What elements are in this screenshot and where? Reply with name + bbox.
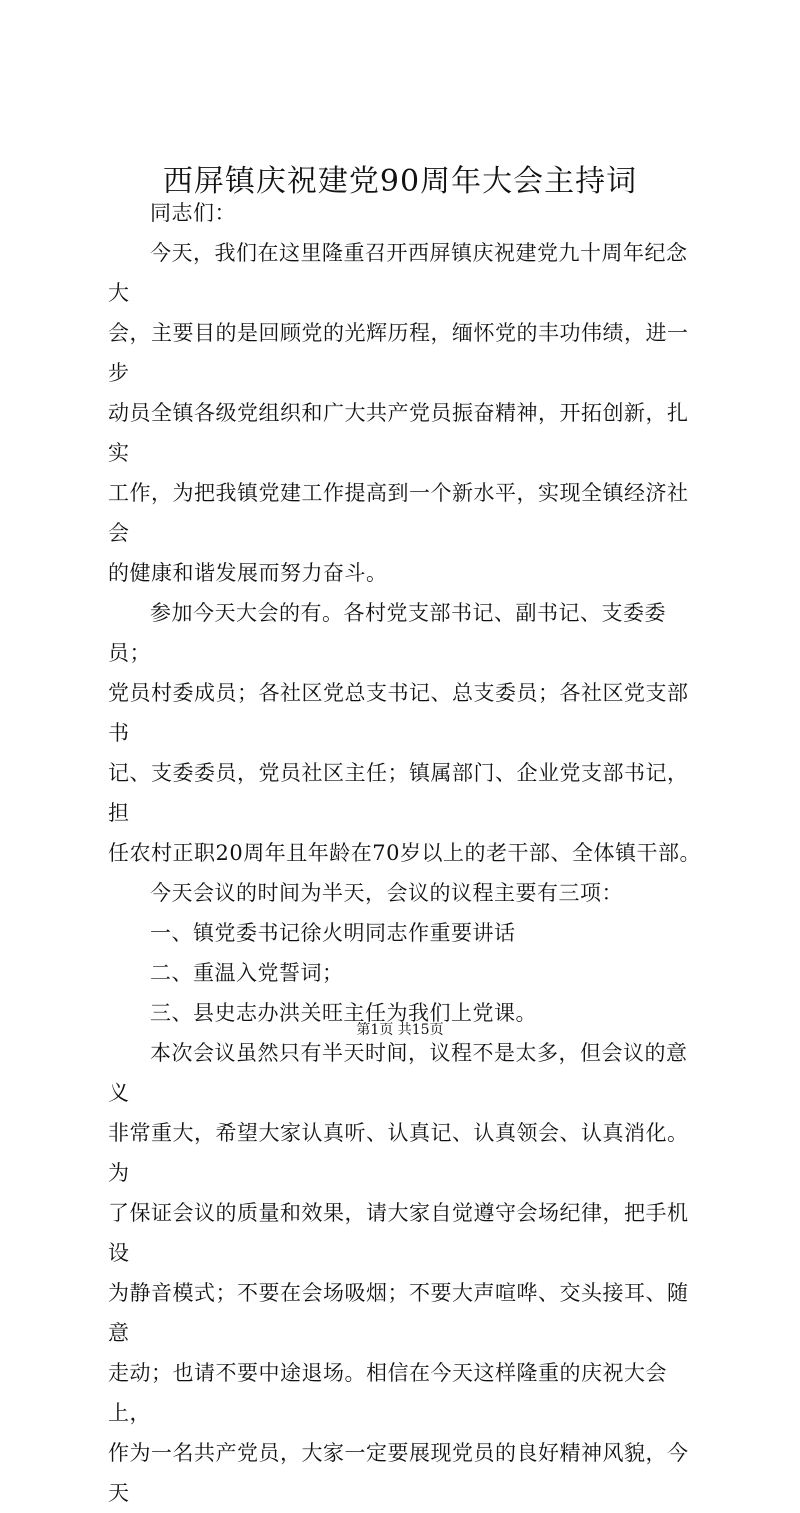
paragraph-discipline xyxy=(108,1033,704,1513)
text-line: 参加今天大会的有。各村党支部书记、副书记、支委委员； xyxy=(108,601,666,665)
text-line: 动员全镇各级党组织和广大共产党员振奋精神，开拓创新，扎实 xyxy=(108,401,689,465)
page-number: 第1页 共15页 xyxy=(356,1022,444,1038)
text-line: 任农村正职20周年且年龄在70岁以上的老干部、全体镇干部。 xyxy=(108,841,701,865)
text-line: 三、县史志办洪关旺主任为我们上党课。 xyxy=(150,1001,537,1025)
text-line: 党员村委成员；各社区党总支书记、总支委员；各社区党支部书 xyxy=(108,681,689,745)
text-line: 了保证会议的质量和效果，请大家自觉遵守会场纪律，把手机设 xyxy=(108,1201,689,1265)
text-line: 二、重温入党誓词； xyxy=(150,961,344,985)
text-line: 的健康和谐发展而努力奋斗。 xyxy=(108,561,388,585)
agenda-item-1 xyxy=(108,913,704,953)
document-title: 西屏镇庆祝建党90周年大会主持词 xyxy=(162,164,638,200)
text-line: 作为一名共产党员，大家一定要展现党员的良好精神风貌，今天 xyxy=(108,1441,689,1505)
text-line: 今天会议的时间为半天，会议的议程主要有三项： xyxy=(150,881,623,905)
text-line: 工作，为把我镇党建工作提高到一个新水平，实现全镇经济社会 xyxy=(108,481,689,545)
agenda-item-2 xyxy=(108,953,704,993)
text-line: 非常重大，希望大家认真听、认真记、认真领会、认真消化。为 xyxy=(108,1121,689,1185)
document-body xyxy=(108,193,704,1513)
paragraph-greeting xyxy=(108,193,704,233)
text-line: 本次会议虽然只有半天时间，议程不是太多，但会议的意义 xyxy=(108,1041,688,1105)
text-line: 今天，我们在这里隆重召开西屏镇庆祝建党九十周年纪念大 xyxy=(108,241,688,305)
paragraph-opening xyxy=(108,233,704,593)
text-line: 记、支委委员，党员社区主任；镇属部门、企业党支部书记，担 xyxy=(108,761,689,825)
text-line: 同志们： xyxy=(150,201,236,225)
paragraph-agenda-intro xyxy=(108,873,704,913)
paragraph-attendees xyxy=(108,593,704,873)
text-line: 一、镇党委书记徐火明同志作重要讲话 xyxy=(150,921,516,945)
text-line: 走动；也请不要中途退场。相信在今天这样隆重的庆祝大会上， xyxy=(108,1361,667,1425)
page-footer xyxy=(0,1020,800,1040)
text-line: 为静音模式；不要在会场吸烟；不要大声喧哗、交头接耳、随意 xyxy=(108,1281,689,1345)
text-line: 会，主要目的是回顾党的光辉历程，缅怀党的丰功伟绩，进一步 xyxy=(108,321,689,385)
